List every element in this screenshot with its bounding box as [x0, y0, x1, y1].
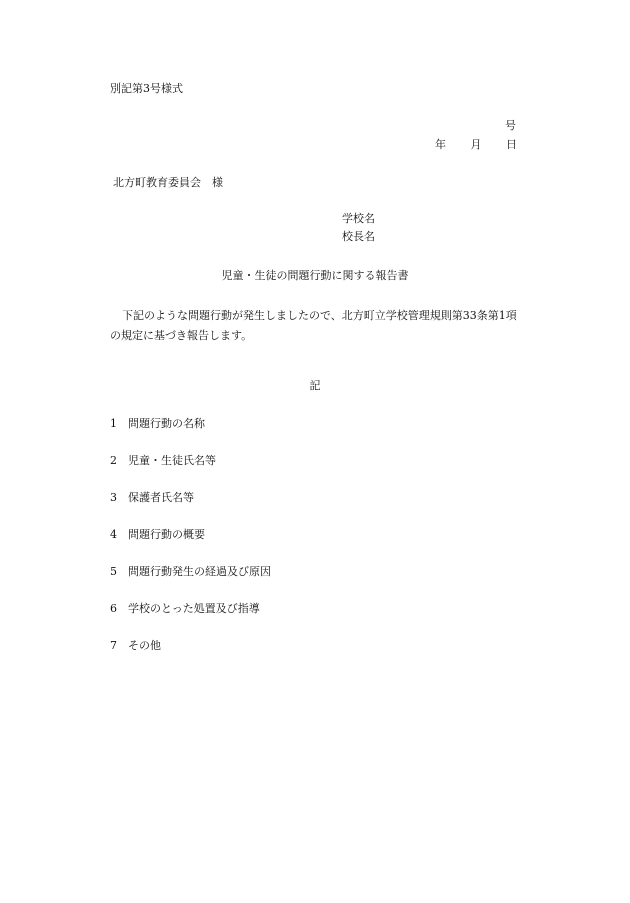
item-label: 児童・生徒氏名等: [128, 454, 216, 467]
date-line: [435, 139, 517, 150]
list-item: [110, 603, 271, 640]
list-item: [110, 566, 271, 603]
item-label: 保護者氏名等: [128, 491, 194, 504]
item-number: 3: [110, 491, 117, 504]
list-item: [110, 455, 271, 492]
list-item: [110, 640, 271, 677]
document-title: 児童・生徒の問題行動に関する報告書: [221, 269, 409, 282]
date-month: 月: [470, 138, 482, 151]
date-year: 年: [435, 138, 446, 151]
item-number: 2: [110, 454, 117, 467]
ki-heading: 記: [309, 379, 321, 392]
item-label: 学校のとった処置及び指導: [128, 602, 260, 615]
addressee: 北方町教育委員会 様: [113, 176, 223, 189]
document-number: 号: [505, 119, 516, 132]
list-item: [110, 418, 271, 455]
school-name-label: 学校名: [342, 212, 375, 225]
list-item: [110, 492, 271, 529]
body-paragraph: 下記のような問題行動が発生しましたので、北方町立学校管理規則第33条第1項の規定に基づき報告します。: [110, 309, 517, 342]
item-number: 4: [110, 528, 117, 541]
item-number: 6: [110, 602, 117, 615]
item-number: 7: [110, 639, 117, 652]
date-day: 日: [506, 138, 517, 151]
item-list: [110, 418, 271, 677]
item-number: 5: [110, 565, 117, 578]
item-label: 問題行動の概要: [128, 528, 205, 541]
principal-name-label: 校長名: [342, 230, 375, 243]
item-label: 問題行動発生の経過及び原因: [128, 565, 271, 578]
item-label: 問題行動の名称: [128, 417, 205, 430]
item-number: 1: [110, 417, 117, 430]
form-number: 別記第3号様式: [110, 82, 183, 95]
sender-block: [342, 213, 375, 249]
list-item: [110, 529, 271, 566]
item-label: その他: [128, 639, 161, 652]
